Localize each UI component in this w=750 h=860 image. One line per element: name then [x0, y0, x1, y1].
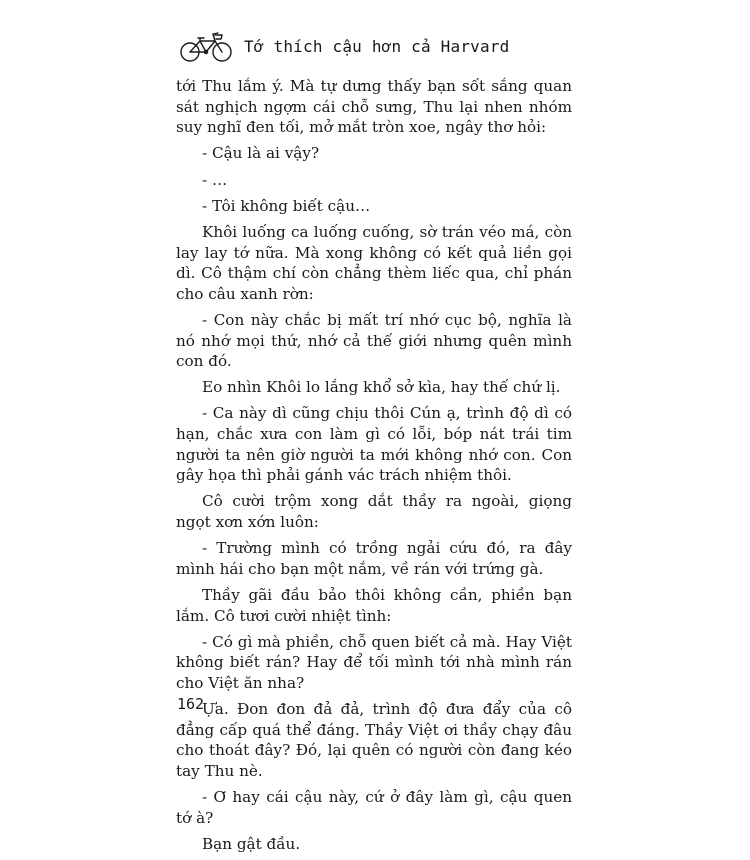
- paragraph: - Cậu là ai vậy?: [202, 144, 320, 163]
- paragraph: - Trường mình có trồng ngải cứu đó, ra đây mình hái cho bạn một nắm, về rán với trứng gà.: [176, 539, 572, 578]
- bicycle-icon: [178, 29, 236, 63]
- paragraph: Bạn gật đầu.: [202, 834, 301, 853]
- page-body: [176, 76, 572, 860]
- running-title: Tớ thích cậu hơn cả Harvard: [244, 36, 510, 56]
- paragraph: Eo nhìn Khôi lo lắng khổ sở kìa, hay thế chứ lị.: [202, 378, 561, 397]
- paragraph: tới Thu lắm ý. Mà tự dưng thấy bạn sốt sắng quan sát nghịch ngợm cái chỗ sưng, Thu lại nhen nhóm suy nghĩ đen tối, mở mắt tròn xoe, ngây thơ hỏi:: [176, 77, 572, 137]
- paragraph: - Tôi không biết cậu…: [202, 196, 371, 215]
- paragraph: - Con này chắc bị mất trí nhớ cục bộ, nghĩa là nó nhớ mọi thứ, nhớ cả thế giới nhưng quên mình con đó.: [176, 310, 572, 371]
- paragraph: Cô cười trộm xong dắt thầy ra ngoài, giọng ngọt xơn xớn luôn:: [176, 492, 572, 532]
- paragraph: Ựa. Đon đon đả đả, trình độ đưa đẩy của cô đẳng cấp quá thể đáng. Thầy Việt ơi thầy chạy đâu cho thoát đây? Đó, lại quên có người còn đang kéo tay Thu nè.: [176, 700, 572, 780]
- page-number: 162: [177, 695, 205, 713]
- paragraph: - Ca này dì cũng chịu thôi Cún ạ, trình độ dì có hạn, chắc xưa con làm gì có lỗi, bóp nát trái tim người ta nên giờ người ta mới không nhớ con. Con gây họa thì phải gánh vác trách nhiệm thôi.: [176, 404, 572, 485]
- paragraph: - Có gì mà phiền, chỗ quen biết cả mà. Hay Việt không biết rán? Hay để tối mình tới nhà mình rán cho Việt ăn nha?: [176, 632, 572, 692]
- paragraph: Thầy gãi đầu bảo thôi không cần, phiền bạn lắm. Cô tươi cười nhiệt tình:: [176, 586, 572, 625]
- paragraph: - Ơ hay cái cậu này, cứ ở đây làm gì, cậu quen tớ à?: [176, 788, 572, 827]
- running-header: [178, 26, 510, 66]
- paragraph: Khôi luống ca luống cuống, sờ trán véo má, còn lay lay tớ nữa. Mà xong không có kết quả liền gọi dì. Cô thậm chí còn chẳng thèm liếc qua, chỉ phán cho câu xanh rờn:: [176, 222, 572, 303]
- paragraph: - …: [202, 170, 228, 189]
